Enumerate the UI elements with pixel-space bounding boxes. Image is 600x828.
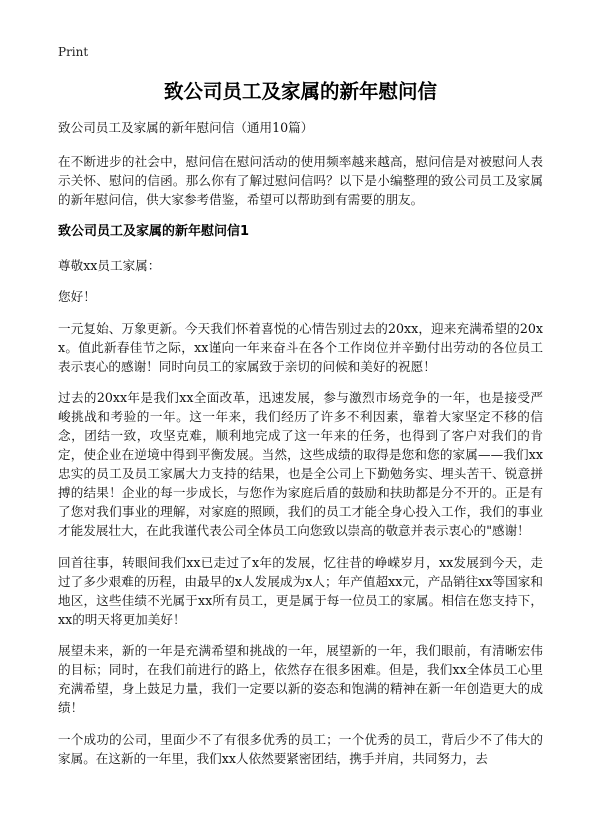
body-paragraph: 一元复始、万象更新。今天我们怀着喜悦的心情告别过去的20xx，迎来充满希望的20xx。值此新春佳节之际，xx谨向一年来奋斗在各个工作岗位并辛勤付出劳动的各位员工表示衷心的感谢！同时向员工的家属致于亲切的问候和美好的祝愿！ — [58, 320, 543, 374]
body-paragraph: 回首往事，转眼间我们xx已走过了x年的发展，忆往昔的峥嵘岁月，xx发展到今天，走过了多少艰难的历程，由最早的x人发展成为x人；年产值超xx元，产品销往xx等国家和地区，这些佳绩不光属于xx所有员工，更是属于每一位员工的家属。相信在您支持下，xx的明天将更加美好！ — [58, 554, 543, 627]
document-body — [58, 118, 543, 780]
salutation: 尊敬xx员工家属： — [58, 257, 161, 273]
body-paragraph: 展望未来，新的一年是充满希望和挑战的一年，展望新的一年，我们眼前，有清晰宏伟的目标；同时，在我们前进行的路上，依然存在很多困难。但是，我们xx全体员工心里充满希望，身上鼓足力量，我们一定要以新的姿态和饱满的精神在新一年创造更大的成绩！ — [58, 643, 543, 715]
section-heading: 致公司员工及家属的新年慰问信1 — [58, 223, 250, 239]
document-subtitle: 致公司员工及家属的新年慰问信（通用10篇） — [58, 120, 314, 135]
document-title: 致公司员工及家属的新年慰问信 — [163, 80, 437, 103]
body-paragraph: 过去的20xx年是我们xx全面改革，迅速发展，参与激烈市场竞争的一年，也是接受严峻挑战和考验的一年。这一年来，我们经历了许多不利因素，靠着大家坚定不移的信念，团结一致，攻坚克难，顺利地完成了这一年来的任务，也得到了客户对我们的肯定，使企业在逆境中得到平衡发展。当然，这些成绩的取得是您和您的家属——我们xx忠实的员工及员工家属大力支持的结果，也是全公司上下勤勉务实、埋头苦干、锐意拼搏的结果！企业的每一步成长，与您作为家庭后盾的鼓励和扶助都是分不开的。正是有了您对我们事业的理解，对家庭的照顾，我们的员工才能全身心投入工作，我们的事业才能发展壮大，在此我谨代表公司全体员工向您致以崇高的敬意并表示衷心的"感谢！ — [58, 390, 543, 538]
intro-paragraph: 在不断进步的社会中，慰问信在慰问活动的使用频率越来越高，慰问信是对被慰问人表示关怀、慰问的信函。那么你有了解过慰问信吗？以下是小编整理的致公司员工及家属的新年慰问信，供大家参考借鉴，希望可以帮助到有需要的朋友。 — [58, 154, 543, 207]
print-link[interactable]: Print — [58, 45, 89, 59]
greeting: 您好！ — [58, 289, 96, 304]
body-paragraph: 一个成功的公司，里面少不了有很多优秀的员工；一个优秀的员工，背后少不了伟大的家属。在这新的一年里，我们xx人依然要紧密团结，携手并肩，共同努力，去 — [58, 731, 543, 766]
